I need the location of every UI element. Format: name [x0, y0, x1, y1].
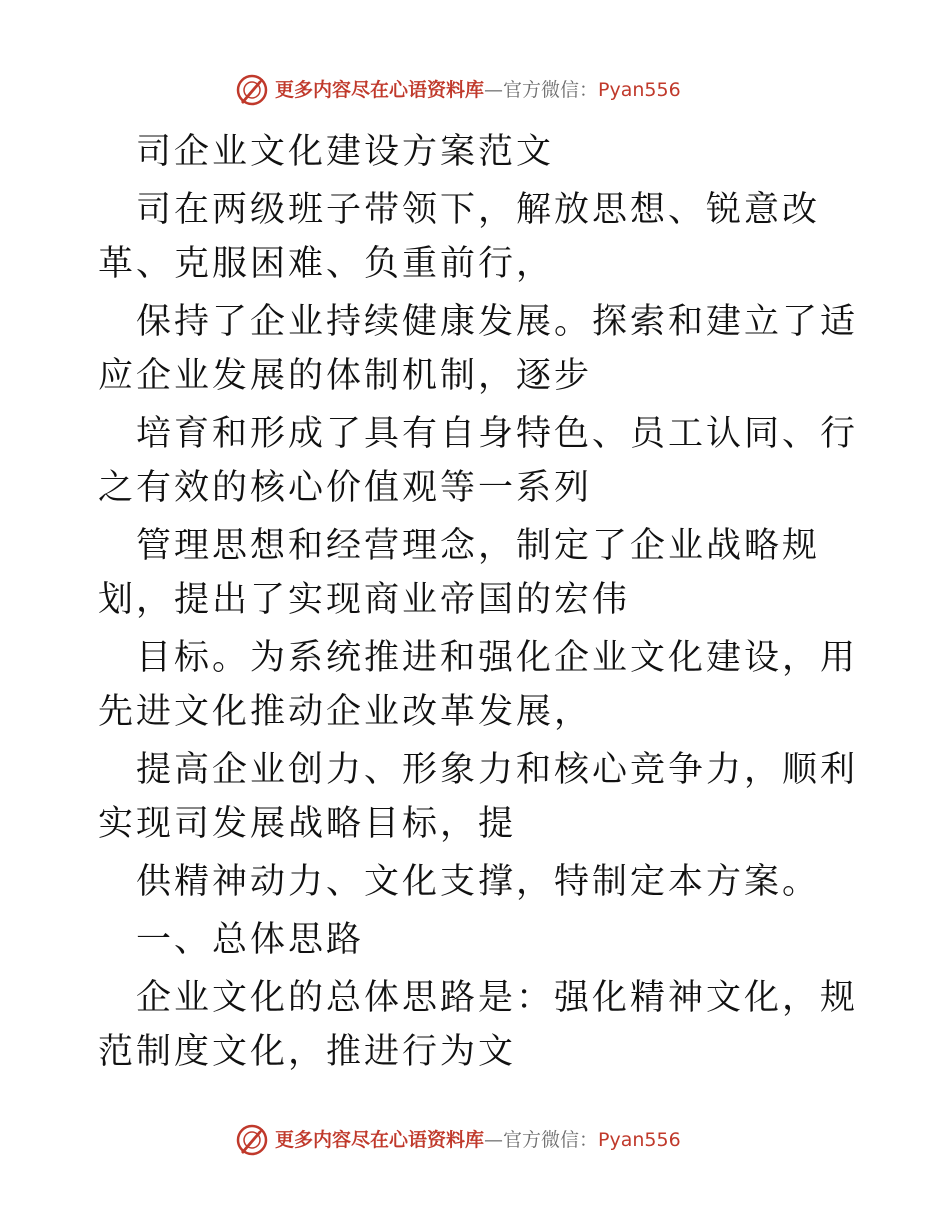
paragraph: 司在两级班子带领下，解放思想、锐意改革、克服困难、负重前行，	[98, 190, 821, 284]
document-body	[98, 125, 858, 1083]
paragraph: 供精神动力、文化支撑，特制定本方案。	[136, 862, 821, 902]
section-heading: 一、总体思路	[136, 920, 365, 960]
footer-banner	[235, 1120, 755, 1160]
banner-text	[275, 1128, 681, 1151]
banner-label: 更多内容尽在心语资料库	[275, 78, 485, 101]
paragraph: 企业文化的总体思路是：强化精神文化，规范制度文化，推进行为文	[98, 978, 859, 1072]
paragraph: 管理思想和经营理念，制定了企业战略规划，提出了实现商业帝国的宏伟	[98, 526, 821, 620]
doc-title: 司企业文化建设方案范文	[136, 132, 555, 172]
banner-id: Pyan556	[598, 1128, 681, 1151]
paragraph: 提高企业创力、形象力和核心竞争力，顺利实现司发展战略目标，提	[98, 750, 859, 844]
banner-contact: 官方微信：	[503, 1128, 599, 1151]
banner-separator: —	[484, 1128, 504, 1151]
banner-text	[275, 78, 681, 101]
banner-separator: —	[484, 78, 504, 101]
quill-seal-icon	[235, 73, 269, 107]
paragraph: 目标。为系统推进和强化企业文化建设，用先进文化推动企业改革发展，	[98, 638, 859, 732]
quill-seal-icon	[235, 1123, 269, 1157]
paragraph: 保持了企业持续健康发展。探索和建立了适应企业发展的体制机制，逐步	[98, 302, 859, 396]
header-banner	[235, 70, 755, 110]
banner-id: Pyan556	[598, 78, 681, 101]
paragraph: 培育和形成了具有自身特色、员工认同、行之有效的核心价值观等一系列	[98, 414, 859, 508]
banner-contact: 官方微信：	[503, 78, 599, 101]
banner-label: 更多内容尽在心语资料库	[275, 1128, 485, 1151]
